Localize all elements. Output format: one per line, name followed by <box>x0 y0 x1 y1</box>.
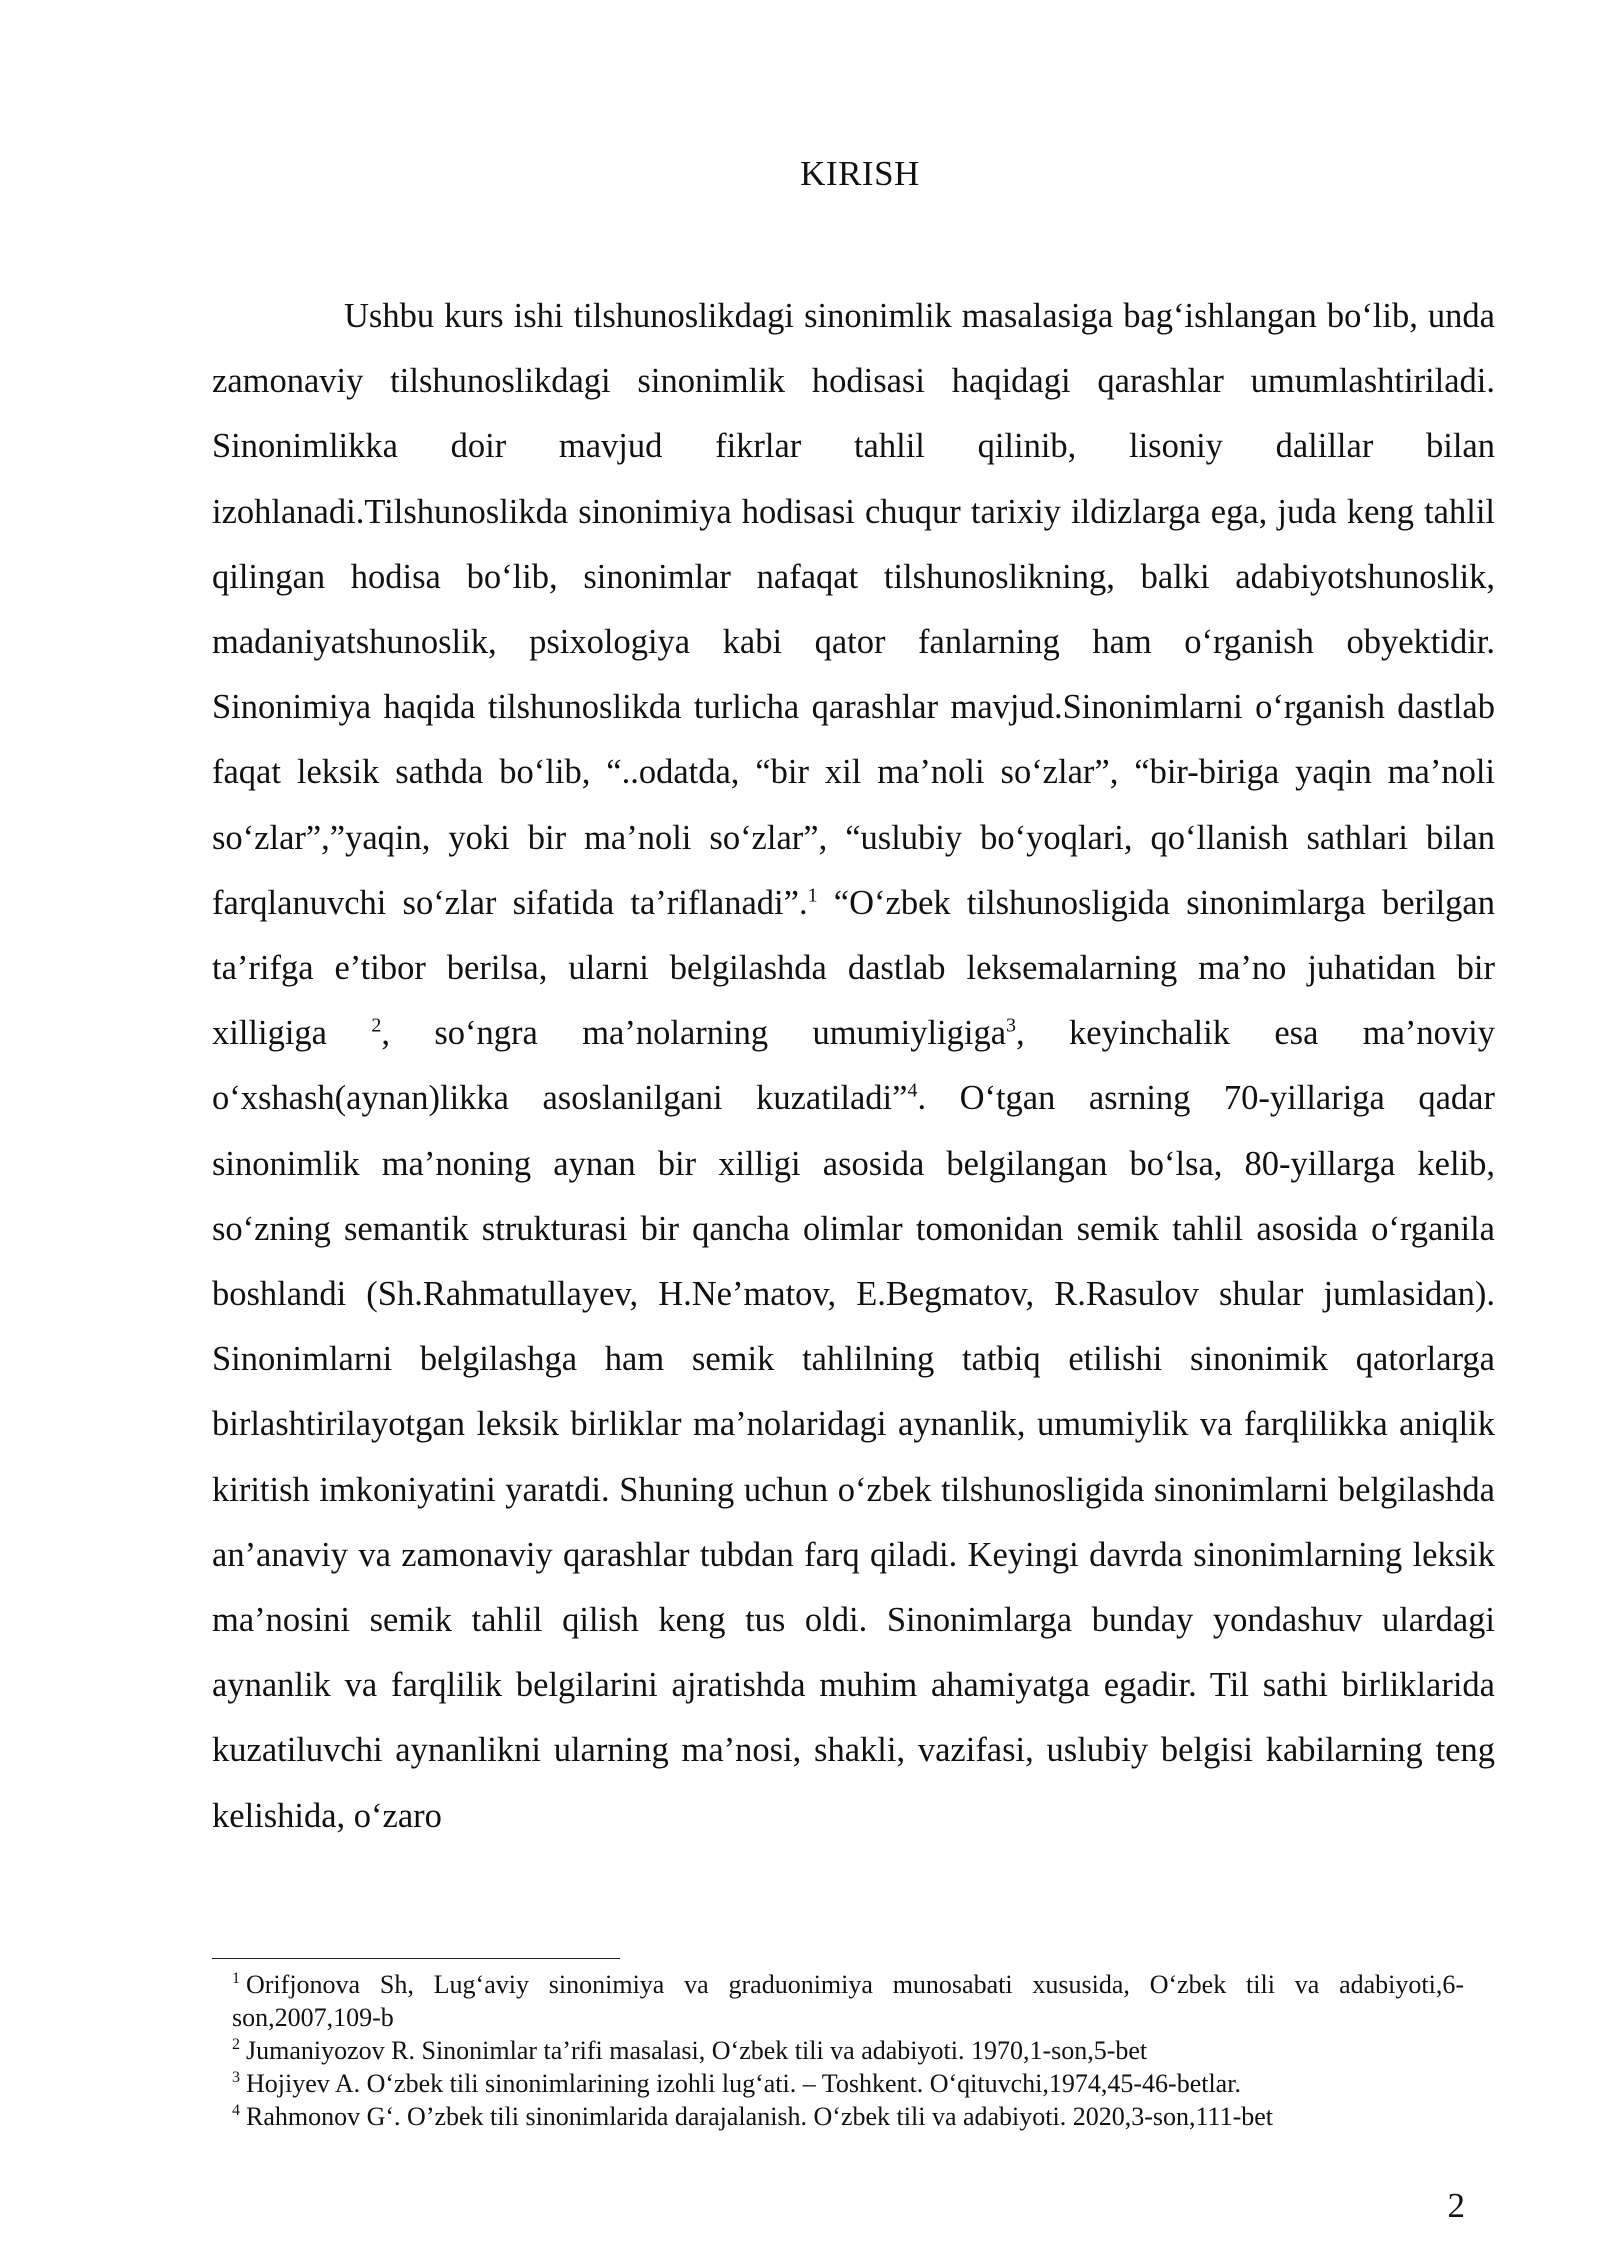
paragraph-text: . O‘tgan asrning 70-yillariga qadar sinonimlik ma’noning aynan bir xilligi asosida belgilangan bo‘lsa, 80-yillarga kelib, so‘zning semantik strukturasi bir qancha olimlar tomonidan semik tahlil asosida o‘rganila boshlandi (Sh.Rahmatullayev, H.Ne’matov, E.Begmatov, R.Rasulov shular jumlasidan). Sinonimlarni belgilashga ham semik tahlilning tatbiq etilishi sinonimik qatorlarga birlashtirilayotgan leksik birliklar ma’nolaridagi aynanlik, umumiylik va farqlilikka aniqlik kiritish imkoniyatini yaratdi. Shuning uchun o‘zbek tilshunosligida sinonimlarni belgilashda an’anaviy va zamonaviy qarashlar tubdan farq qiladi. Keyingi davrda sinonimlarning leksik ma’nosini semik tahlil qilish keng tus oldi. Sinonimlarga bunday yondashuv ulardagi aynanlik va farqlilik belgilarini ajratishda muhim ahamiyatga egadir. Til sathi birliklarida kuzatiluvchi aynanlikni ularning ma’nosi, shakli, vazifasi, uslubiy belgisi kabilarning teng kelishida, o‘zaro <box>212 1079 1495 1835</box>
section-title: KIRISH <box>800 154 920 193</box>
footnote-item <box>232 2034 1464 2067</box>
footnote-ref[interactable]: 4 <box>907 1079 918 1102</box>
footnote-text: Hojiyev A. O‘zbek tili sinonimlarining izohli lug‘ati. – Toshkent. O‘qituvchi,1974,45-46-betlar. <box>246 2069 1241 2098</box>
paragraph-text: “O‘zbek tilshunosligida sinonimlarga berilgan ta’rifga e’tibor berilsa, ularni belgilashda dastlab leksemalarning ma’no juhatidan bir xilligiga <box>212 883 1495 1053</box>
footnote-ref[interactable]: 1 <box>807 884 818 907</box>
footnote-text: Orifjonova Sh, Lug‘aviy sinonimiya va graduonimiya munosabati xususida, O‘zbek tili va adabiyoti,6-son,2007,109-b <box>232 1970 1464 2032</box>
footnote-mark: 1 <box>232 1970 240 1988</box>
page-number: 2 <box>1447 2186 1465 2225</box>
footnote-item <box>232 2100 1464 2133</box>
body-paragraph <box>212 284 1495 1849</box>
footnote-ref[interactable]: 3 <box>1006 1014 1017 1037</box>
footnote-mark: 2 <box>232 2036 240 2054</box>
footnote-item <box>232 1968 1464 2034</box>
paragraph-text: Ushbu kurs ishi tilshunoslikdagi sinonimlik masalasiga bag‘ishlangan bo‘lib, unda zamonaviy tilshunoslikdagi sinonimlik hodisasi haqidagi qarashlar umumlashtiriladi. Sinonimlikka doir mavjud fikrlar tahlil qilinib, lisoniy dalillar bilan izohlanadi.Tilshunoslikda sinonimiya hodisasi chuqur tarixiy ildizlarga ega, juda keng tahlil qilingan hodisa bo‘lib, sinonimlar nafaqat tilshunoslikning, balki adabiyotshunoslik, madaniyatshunoslik, psixologiya kabi qator fanlarning ham o‘rganish obyektidir. Sinonimiya haqida tilshunoslikda turlicha qarashlar mavjud.Sinonimlarni o‘rganish dastlab faqat leksik sathda bo‘lib, “..odatda, “bir xil ma’noli so‘zlar”, “bir-biriga yaqin ma’noli so‘zlar”,”yaqin, yoki bir ma’noli so‘zlar”, “uslubiy bo‘yoqlari, qo‘llanish sathlari bilan farqlanuvchi so‘zlar sifatida ta’riflanadi”. <box>212 297 1495 922</box>
paragraph-text: , keyinchalik esa ma’noviy o‘xshash(aynan)likka asoslanilgani kuzatiladi” <box>212 1014 1495 1118</box>
footnote-mark: 3 <box>232 2069 240 2087</box>
footnote-text: Rahmonov G‘. O’zbek tili sinonimlarida darajalanish. O‘zbek tili va adabiyoti. 2020,3-son,111-bet <box>246 2102 1273 2131</box>
footnote-text: Jumaniyozov R. Sinonimlar ta’rifi masalasi, O‘zbek tili va adabiyoti. 1970,1-son,5-bet <box>246 2036 1148 2065</box>
footnote-separator <box>212 1958 620 1959</box>
footnote-list <box>232 1968 1464 2133</box>
paragraph-text: , so‘ngra ma’nolarning umumiyligiga <box>381 1014 1007 1053</box>
footnote-mark: 4 <box>232 2102 240 2120</box>
footnote-item <box>232 2067 1464 2100</box>
footnote-ref[interactable]: 2 <box>371 1014 382 1037</box>
